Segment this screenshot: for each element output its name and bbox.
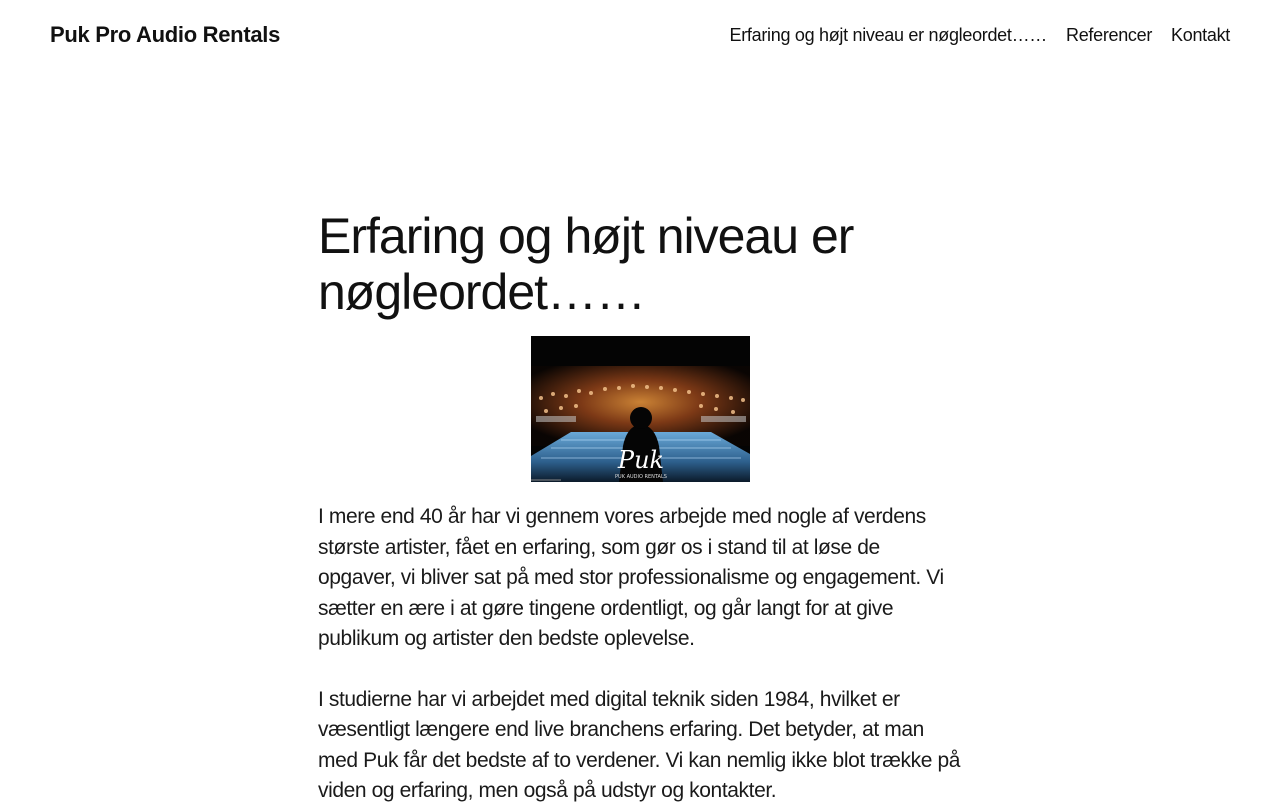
hero-image-svg <box>531 336 750 482</box>
intro-paragraph-1: I mere end 40 år har vi gennem vores arbejde med nogle af verdens største artister, fået en erfaring, som gør os i stand til at løse de opgaver, vi bliver sat på med stor professionalisme og engagement. Vi sætter en ære i at gøre tingene ordentligt, og går langt for at give publikum og artister den bedste oplevelse. <box>318 505 944 650</box>
nav-item-referencer[interactable]: Referencer <box>1066 25 1153 45</box>
main-content <box>318 208 962 807</box>
hero-logo-subtext: PUK AUDIO RENTALS <box>614 474 667 480</box>
hero-image-orchestra-mixing-desk <box>531 336 750 482</box>
intro-paragraph-2: I studierne har vi arbejdet med digital teknik siden 1984, hvilket er væsentligt længere end live branchens erfaring. Det betyder, at man med Puk får det bedste af to verdener. Vi kan nemlig ikke blot trække på viden og erfaring, men også på udstyr og kontakter. <box>318 687 961 802</box>
page-title: Erfaring og højt niveau er nøgleordet…… <box>318 208 854 320</box>
nav-item-erfaring[interactable]: Erfaring og højt niveau er nøgleordet…… <box>729 25 1047 45</box>
site-header <box>0 0 1280 70</box>
nav-item-kontakt[interactable]: Kontakt <box>1171 25 1230 45</box>
main-nav <box>730 22 1230 48</box>
hero-logo-text: Puk <box>617 446 664 474</box>
hero-figure <box>318 336 962 482</box>
site-title-link[interactable]: Puk Pro Audio Rentals <box>50 22 281 47</box>
